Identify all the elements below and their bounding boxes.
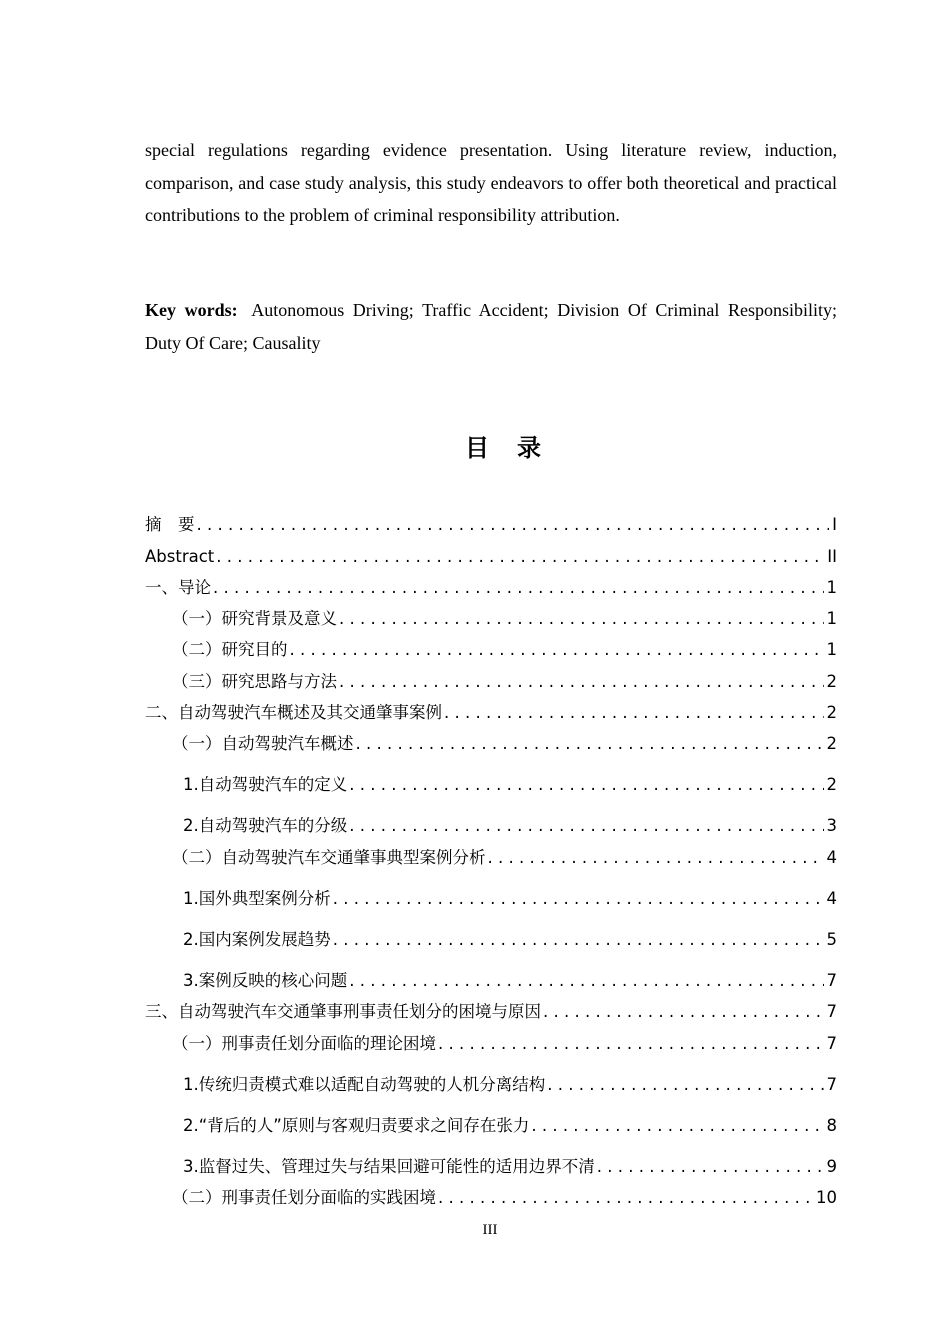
toc-dot-leader bbox=[488, 844, 824, 872]
toc-page-number: 7 bbox=[826, 1034, 837, 1053]
toc-page-number: 8 bbox=[826, 1116, 837, 1135]
toc-entry-text: 2.自动驾驶汽车的分级 bbox=[183, 816, 348, 835]
toc-entry-section[interactable] bbox=[172, 844, 837, 872]
toc-dot-leader bbox=[197, 511, 830, 539]
keywords-paragraph bbox=[145, 294, 837, 360]
toc-entry-text: 二、自动驾驶汽车概述及其交通肇事案例 bbox=[145, 703, 442, 722]
toc-dot-leader bbox=[290, 636, 824, 664]
toc-entry-section[interactable] bbox=[172, 636, 837, 664]
toc-page-number: 5 bbox=[826, 930, 837, 949]
toc-dot-leader bbox=[339, 605, 824, 633]
toc-dot-leader bbox=[547, 1071, 823, 1099]
toc-entry-section[interactable] bbox=[172, 730, 837, 758]
toc-page-number: 4 bbox=[826, 848, 837, 867]
toc-entry-text: （一）研究背景及意义 bbox=[172, 609, 337, 628]
toc-entry-text: （一）自动驾驶汽车概述 bbox=[172, 734, 354, 753]
toc-entry-subsection[interactable] bbox=[183, 812, 837, 840]
toc-page-number: II bbox=[827, 547, 837, 566]
toc-page-number: 2 bbox=[826, 703, 837, 722]
toc-entry-text: 三、自动驾驶汽车交通肇事刑事责任划分的困境与原因 bbox=[145, 1002, 541, 1021]
toc-entry-section[interactable] bbox=[172, 1184, 837, 1212]
toc-page-number: 1 bbox=[826, 609, 837, 628]
toc-entry-section[interactable] bbox=[172, 1030, 837, 1058]
toc-dot-leader bbox=[444, 699, 824, 727]
toc-entry-text: （一）刑事责任划分面临的理论困境 bbox=[172, 1034, 436, 1053]
toc-entry-chapter-1[interactable] bbox=[145, 574, 837, 602]
toc-entry-subsection[interactable] bbox=[183, 885, 837, 913]
toc-entry-text: 2.“背后的人”原则与客观归责要求之间存在张力 bbox=[183, 1116, 530, 1135]
toc-dot-leader bbox=[349, 812, 823, 840]
toc-page-number: 7 bbox=[826, 971, 837, 990]
toc-dot-leader bbox=[216, 543, 824, 571]
toc-entry-text: 3.监督过失、管理过失与结果回避可能性的适用边界不清 bbox=[183, 1157, 595, 1176]
toc-dot-leader bbox=[597, 1153, 824, 1181]
toc-entry-chapter-2[interactable] bbox=[145, 699, 837, 727]
toc-page-number: 9 bbox=[826, 1157, 837, 1176]
toc-page-number: I bbox=[832, 515, 837, 534]
toc-entry-text: （二）刑事责任划分面临的实践困境 bbox=[172, 1188, 436, 1207]
toc-entry-abstract-cn[interactable] bbox=[145, 511, 837, 539]
toc-dot-leader bbox=[349, 771, 823, 799]
toc-dot-leader bbox=[339, 668, 824, 696]
toc-page-number: 7 bbox=[826, 1075, 837, 1094]
toc-entry-section[interactable] bbox=[172, 605, 837, 633]
toc-entry-text: 摘 要 bbox=[145, 515, 195, 534]
toc-page-number: 1 bbox=[826, 640, 837, 659]
toc-entry-subsection[interactable] bbox=[183, 1153, 837, 1181]
toc-title: 目录 bbox=[465, 434, 569, 462]
toc-entry-text: （二）自动驾驶汽车交通肇事典型案例分析 bbox=[172, 848, 486, 867]
toc-entry-text: （三）研究思路与方法 bbox=[172, 672, 337, 691]
toc-page-number: 2 bbox=[826, 775, 837, 794]
toc-page-number: 3 bbox=[826, 816, 837, 835]
toc-dot-leader bbox=[333, 885, 824, 913]
toc-entry-abstract-en[interactable] bbox=[145, 543, 837, 571]
toc-entry-subsection[interactable] bbox=[183, 967, 837, 995]
toc-dot-leader bbox=[438, 1184, 813, 1212]
toc-dot-leader bbox=[438, 1030, 824, 1058]
keywords-text: Autonomous Driving; Traffic Accident; Division Of Criminal Responsibility; Duty Of Care; Causality bbox=[145, 300, 838, 353]
toc-entry-text: Abstract bbox=[145, 547, 215, 566]
toc-entry-text: 1.自动驾驶汽车的定义 bbox=[183, 775, 348, 794]
abstract-continuation: special regulations regarding evidence presentation. Using literature review, induction, comparison, and case study analysis, this study endeavors to offer both theoretical and practical contributions to the problem of criminal responsibility attribution. bbox=[145, 140, 837, 225]
toc-dot-leader bbox=[349, 967, 823, 995]
toc-entry-text: 1.传统归责模式难以适配自动驾驶的人机分离结构 bbox=[183, 1075, 546, 1094]
toc-dot-leader bbox=[531, 1112, 823, 1140]
toc-entry-subsection[interactable] bbox=[183, 1112, 837, 1140]
toc-page-number: 10 bbox=[816, 1188, 837, 1207]
toc-entry-chapter-3[interactable] bbox=[145, 998, 837, 1026]
toc-entry-text: 一、导论 bbox=[145, 578, 211, 597]
toc-entry-subsection[interactable] bbox=[183, 926, 837, 954]
toc-entry-subsection[interactable] bbox=[183, 1071, 837, 1099]
keywords-label: Key words: bbox=[145, 300, 238, 320]
toc-entry-subsection[interactable] bbox=[183, 771, 837, 799]
toc-dot-leader bbox=[543, 998, 824, 1026]
toc-page-number: 1 bbox=[826, 578, 837, 597]
toc-entry-text: 1.国外典型案例分析 bbox=[183, 889, 331, 908]
toc-page-number: 7 bbox=[826, 1002, 837, 1021]
toc-entry-section[interactable] bbox=[172, 668, 837, 696]
toc-entry-text: 3.案例反映的核心问题 bbox=[183, 971, 348, 990]
toc-entry-text: 2.国内案例发展趋势 bbox=[183, 930, 331, 949]
toc-dot-leader bbox=[213, 574, 824, 602]
toc-dot-leader bbox=[356, 730, 824, 758]
toc-dot-leader bbox=[333, 926, 824, 954]
page-number-footer: III bbox=[482, 1222, 498, 1238]
toc-entry-text: （二）研究目的 bbox=[172, 640, 288, 659]
toc-page-number: 4 bbox=[826, 889, 837, 908]
toc-page-number: 2 bbox=[826, 734, 837, 753]
toc-page-number: 2 bbox=[826, 672, 837, 691]
